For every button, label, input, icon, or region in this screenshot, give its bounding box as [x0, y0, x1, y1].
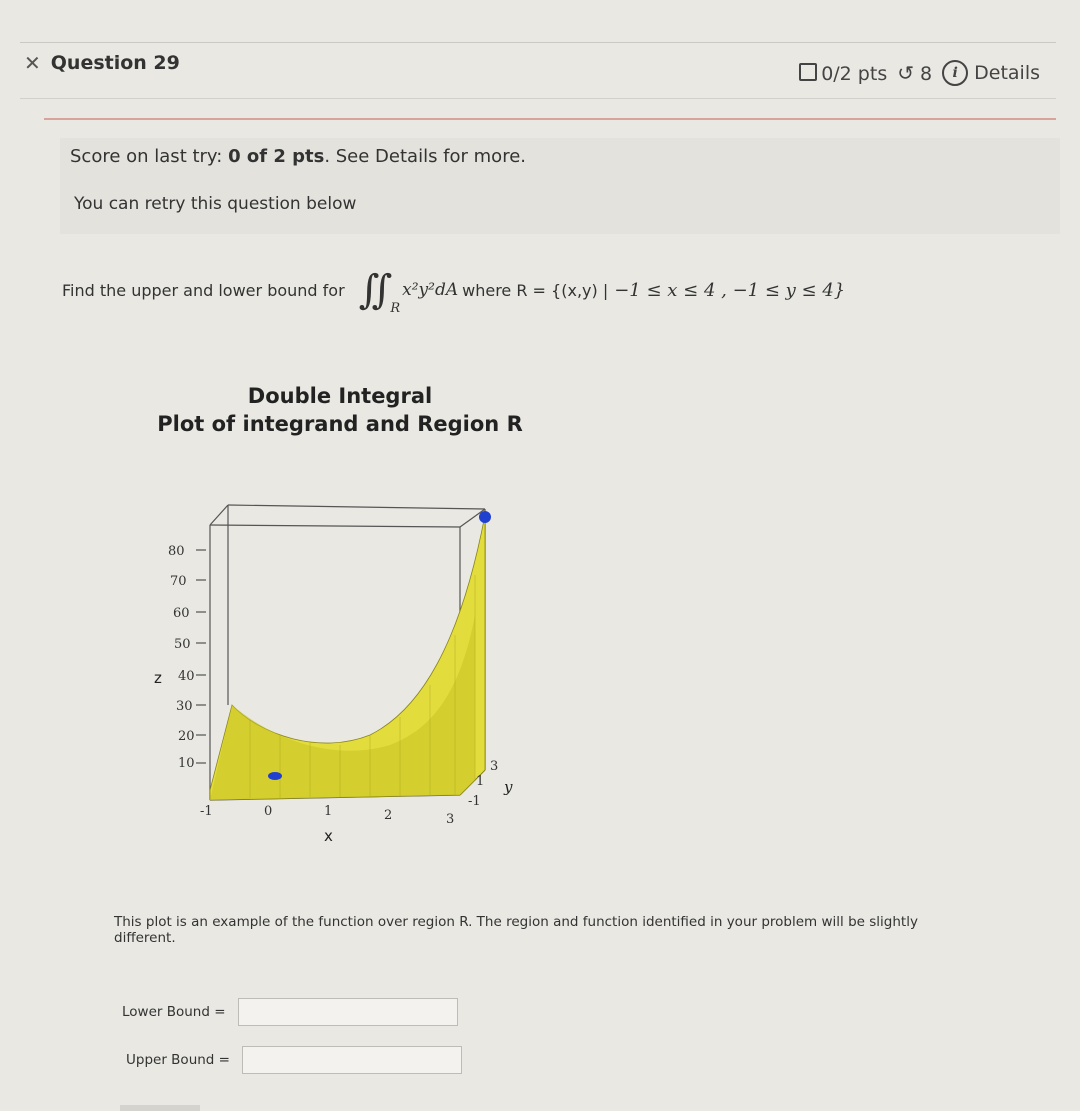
- lower-bound-label: Lower Bound =: [122, 1004, 226, 1020]
- surface-plot: [140, 495, 540, 855]
- details-label: Details: [974, 62, 1040, 84]
- x-tick-1: 1: [324, 804, 333, 819]
- z-tick-80: 80: [168, 544, 185, 559]
- z-tick-30: 30: [176, 699, 193, 714]
- cut-off-content: [120, 1105, 200, 1111]
- retry-icon: ↺: [897, 61, 914, 85]
- score-prefix: Score on last try:: [70, 146, 229, 167]
- upper-bound-field: [126, 1046, 462, 1074]
- where-text: where R = {(x,y) |: [462, 280, 609, 300]
- z-tick-60: 60: [173, 606, 190, 621]
- retries-count: 8: [920, 63, 933, 85]
- x-tick-0: 0: [264, 804, 273, 819]
- z-tick-10: 10: [178, 756, 195, 771]
- x-tick-2: 2: [384, 808, 393, 823]
- plot-title: [150, 382, 530, 438]
- retry-message: You can retry this question below: [74, 194, 357, 214]
- upper-bound-label: Upper Bound =: [126, 1052, 230, 1068]
- details-link[interactable]: [942, 60, 1040, 86]
- plot-caption: This plot is an example of the function over region R. The region and function identified in your problem will be slightly different.: [114, 914, 918, 946]
- x-tick-neg1: -1: [200, 804, 213, 819]
- question-prompt: Find the upper and lower bound for: [62, 280, 345, 300]
- upper-bound-input[interactable]: [242, 1046, 462, 1074]
- y-tick-3: 3: [490, 759, 499, 774]
- z-axis-label: z: [154, 669, 162, 687]
- y-tick-1: 1: [476, 774, 485, 789]
- checkbox-icon: [799, 63, 817, 81]
- question-text: [62, 267, 846, 316]
- question-header: [24, 52, 180, 74]
- question-title: Question 29: [50, 52, 180, 74]
- x-axis-ticks: [200, 804, 454, 827]
- points-text: 0/2 pts: [821, 62, 888, 85]
- header-divider: [20, 98, 1056, 99]
- lower-bound-field: [122, 998, 458, 1026]
- z-tick-40: 40: [178, 669, 195, 684]
- region-condition: −1 ≤ x ≤ 4 , −1 ≤ y ≤ 4}: [614, 279, 846, 301]
- incorrect-indicator-line: [44, 118, 1056, 120]
- x-axis-label: x: [324, 827, 333, 845]
- region-subscript: R: [390, 300, 401, 316]
- score-suffix: . See Details for more.: [324, 146, 526, 167]
- max-point-marker: [479, 511, 491, 523]
- z-axis-ticks: [168, 544, 206, 771]
- score-value: 0 of 2 pts: [228, 146, 325, 167]
- z-tick-70: 70: [170, 574, 187, 589]
- x-tick-3: 3: [446, 812, 455, 827]
- min-point-marker: [268, 772, 282, 780]
- lower-bound-input[interactable]: [238, 998, 458, 1026]
- plot-title-line1: Double Integral: [247, 384, 433, 408]
- z-tick-50: 50: [174, 637, 191, 652]
- points-display: [799, 62, 887, 85]
- incorrect-x-icon: ✕: [24, 51, 41, 75]
- top-divider: [20, 42, 1056, 43]
- score-line: [70, 146, 526, 167]
- retries-display: [897, 61, 932, 85]
- y-tick-neg1: -1: [468, 794, 481, 809]
- question-meta: [799, 60, 1040, 86]
- integrand: x²y²dA: [402, 280, 459, 300]
- double-integral-symbol: ∫∫: [358, 267, 385, 313]
- y-axis-label: y: [504, 778, 513, 796]
- info-icon: i: [942, 60, 968, 86]
- z-tick-20: 20: [178, 729, 195, 744]
- plot-title-line2: Plot of integrand and Region R: [157, 412, 523, 436]
